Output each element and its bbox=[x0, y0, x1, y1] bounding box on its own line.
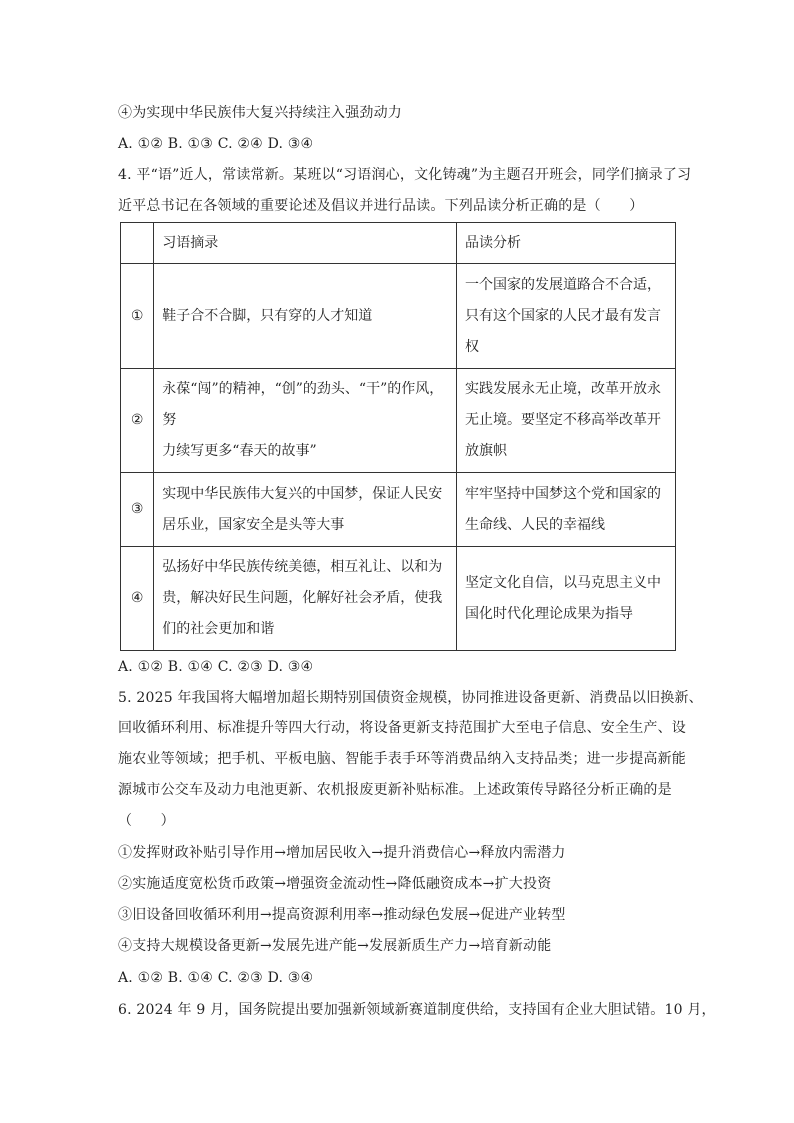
quote-text: 居乐业，国家安全是头等大事 bbox=[162, 516, 345, 533]
analysis-cell bbox=[457, 264, 676, 369]
quote-text: 们的社会更加和谐 bbox=[162, 621, 275, 637]
header-cell-number bbox=[121, 223, 154, 264]
table-row bbox=[121, 547, 676, 651]
analysis-text: 坚定文化自信，以马克思主义中 bbox=[465, 574, 662, 591]
analysis-text: 国化时代化理论成果为指导 bbox=[465, 605, 634, 622]
row-number: ② bbox=[121, 369, 154, 473]
analysis-text: 生命线、人民的幸福线 bbox=[465, 516, 606, 533]
analysis-cell bbox=[457, 369, 676, 473]
analysis-text: 权 bbox=[465, 338, 480, 355]
quote-text: 力续写更多“春天的故事” bbox=[162, 443, 317, 459]
q5-stem-line-4: 源城市公交车及动力电池更新、农机报废更新补贴标准。上述政策传导路径分析正确的是 bbox=[118, 782, 672, 798]
quote-text: 弘扬好中华民族传统美德，相互礼让、以和为 bbox=[162, 559, 443, 575]
table-row bbox=[121, 369, 676, 473]
q5-stem-line-3: 施农业等领域；把手机、平板电脑、智能手表手环等消费品纳入支持品类；进一步提高新能 bbox=[118, 751, 686, 767]
analysis-cell bbox=[457, 547, 676, 651]
analysis-text: 牢牢坚持中国梦这个党和国家的 bbox=[465, 485, 662, 502]
q5-option-1: ①发挥财政补贴引导作用→增加居民收入→提升消费信心→释放内需潜力 bbox=[118, 845, 566, 861]
q5-option-4: ④支持大规模设备更新→发展先进产能→发展新质生产力→培育新动能 bbox=[118, 938, 552, 954]
analysis-text: 放旗帜 bbox=[465, 443, 508, 459]
q5-stem-line-5: （ ） bbox=[118, 813, 175, 829]
analysis-cell bbox=[457, 473, 676, 547]
quote-text: 永葆“闯”的精神，“创”的劲头、“干”的作风，努 bbox=[162, 381, 444, 428]
q5-stem-line-2: 回收循环利用、标准提升等四大行动，将设备更新支持范围扩大至电子信息、安全生产、设 bbox=[118, 720, 686, 736]
row-number: ④ bbox=[121, 547, 154, 651]
analysis-text: 一个国家的发展道路合不合适， bbox=[465, 276, 662, 293]
q6-stem-line-1: 6. 2024 年 9 月，国务院提出要加强新领域新赛道制度供给，支持国有企业大胆试错。10 月， bbox=[118, 1002, 716, 1018]
quote-cell bbox=[154, 369, 457, 473]
row-number: ① bbox=[121, 264, 154, 369]
table-header-row bbox=[121, 223, 676, 264]
quote-text: 实现中华民族伟大复兴的中国梦，保证人民安 bbox=[162, 485, 443, 502]
analysis-text: 只有这个国家的人民才最有发言 bbox=[465, 307, 662, 324]
row-number: ③ bbox=[121, 473, 154, 547]
quote-cell bbox=[154, 473, 457, 547]
q3-option-4: ④为实现中华民族伟大复兴持续注入强劲动力 bbox=[118, 105, 402, 121]
q4-answer-choices: A. ①② B. ①④ C. ②③ D. ③④ bbox=[118, 659, 314, 675]
quote-text: 贵，解决好民生问题，化解好社会矛盾，使我 bbox=[162, 590, 443, 606]
quote-text: 鞋子合不合脚，只有穿的人才知道 bbox=[162, 307, 373, 324]
q4-stem-line-1: 4. 平“语”近人，常读常新。某班以“习语润心，文化铸魂”为主题召开班会，同学们摘录了习 bbox=[118, 167, 692, 183]
header-cell-analysis: 品读分析 bbox=[457, 223, 676, 264]
header-cell-quote: 习语摘录 bbox=[154, 223, 457, 264]
analysis-text: 无止境。要坚定不移高举改革开 bbox=[465, 412, 662, 428]
table-row bbox=[121, 264, 676, 369]
q5-option-3: ③旧设备回收循环利用→提高资源利用率→推动绿色发展→促进产业转型 bbox=[118, 907, 566, 923]
analysis-text: 实践发展永无止境，改革开放永 bbox=[465, 381, 662, 397]
q5-option-2: ②实施适度宽松货币政策→增强资金流动性→降低融资成本→扩大投资 bbox=[118, 876, 552, 892]
table-row bbox=[121, 473, 676, 547]
q5-stem-line-1: 5. 2025 年我国将大幅增加超长期特别国债资金规模，协同推进设备更新、消费品以旧换新、 bbox=[118, 690, 703, 706]
q4-quote-table bbox=[120, 222, 676, 651]
q5-answer-choices: A. ①② B. ①④ C. ②③ D. ③④ bbox=[118, 970, 314, 986]
quote-cell bbox=[154, 547, 457, 651]
quote-cell bbox=[154, 264, 457, 369]
q4-stem-line-2: 近平总书记在各领域的重要论述及倡议并进行品读。下列品读分析正确的是（ ） bbox=[118, 198, 644, 214]
q3-answer-choices: A. ①② B. ①③ C. ②④ D. ③④ bbox=[118, 136, 314, 152]
